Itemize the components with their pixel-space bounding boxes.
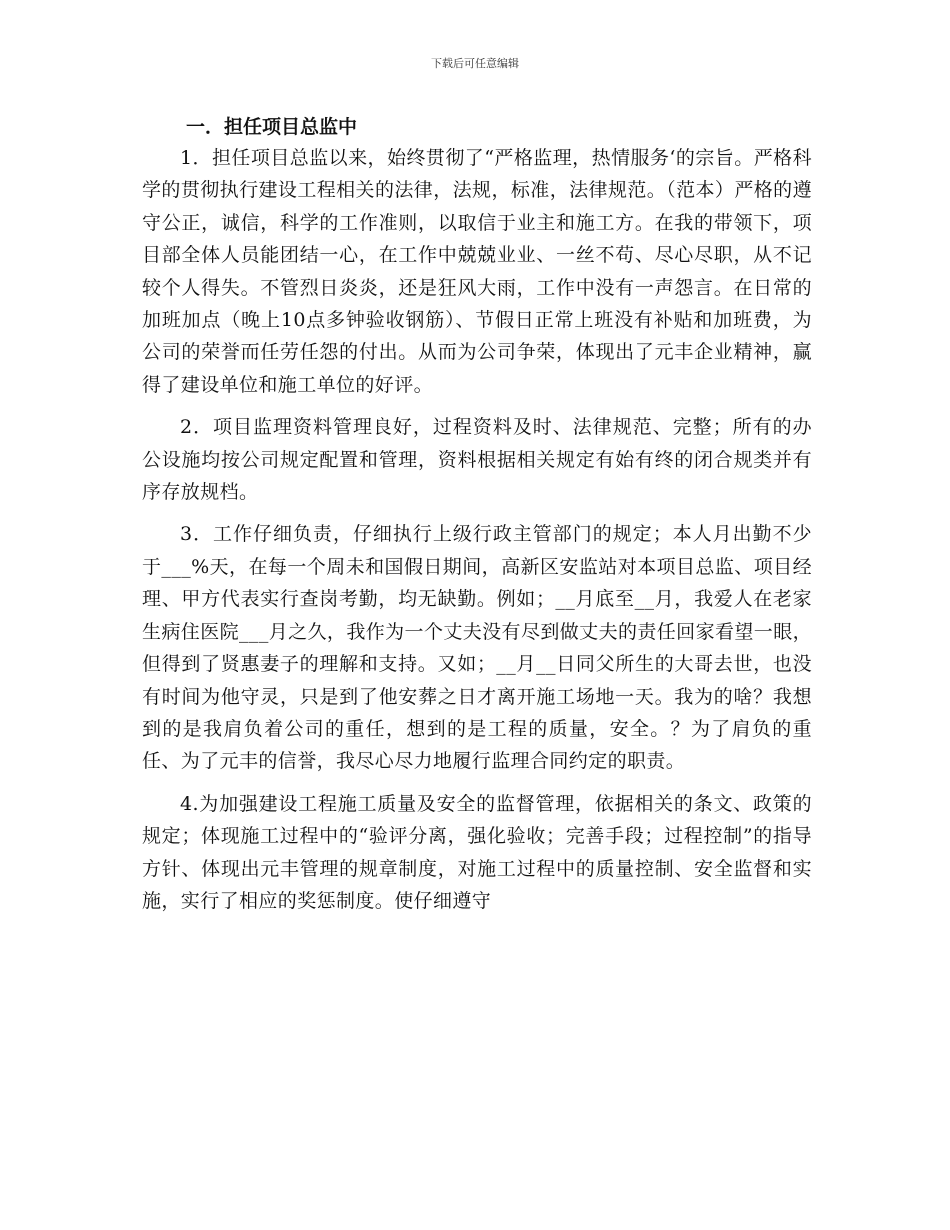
paragraph-4: 4.为加强建设工程施工质量及安全的监督管理，依据相关的条文、政策的规定；体现施工过程中的“验评分离，强化验收；完善手段；过程控制”的指导方针、体现出元丰管理的规章制度，对施工过程中的质量控制、安全监督和实施，实行了相应的奖惩制度。使仔细遵守 xyxy=(142,792,812,912)
section-heading: 一．担任项目总监中 xyxy=(186,116,358,138)
paragraph-1: 1．担任项目总监以来，始终贯彻了“严格监理，热情服务‘的宗旨。严格科学的贯彻执行建设工程相关的法律，法规，标准，法律规范。（范本）严格的遵守公正，诚信，科学的工作准则，以取信于业主和施工方。在我的带领下，项目部全体人员能团结一心，在工作中兢兢业业、一丝不苟、尽心尽职，从不记较个人得失。不管烈日炎炎，还是狂风大雨，工作中没有一声怨言。在日常的加班加点（晚上10点多钟验收钢筋）、节假日正常上班没有补贴和加班费，为公司的荣誉而任劳任怨的付出。从而为公司争荣，体现出了元丰企业精神，赢得了建设单位和施工单位的好评。 xyxy=(142,147,812,396)
page-header-note: 下载后可任意编辑 xyxy=(431,57,519,70)
paragraph-2: 2．项目监理资料管理良好，过程资料及时、法律规范、完整；所有的办公设施均按公司规定配置和管理，资料根据相关规定有始有终的闭合规类并有序存放规档。 xyxy=(142,416,812,504)
paragraph-3: 3．工作仔细负责，仔细执行上级行政主管部门的规定；本人月出勤不少于___%天，在每一个周未和国假日期间，高新区安监站对本项目总监、项目经理、甲方代表实行查岗考勤，均无缺勤。例如；__月底至__月，我爱人在老家生病住医院___月之久，我作为一个丈夫没有尽到做丈夫的责任回家看望一眼，但得到了贤惠妻子的理解和支持。又如；__月__日同父所生的大哥去世，也没有时间为他守灵，只是到了他安葬之日才离开施工场地一天。我为的啥？我想到的是我肩负着公司的重任，想到的是工程的质量，安全。？为了肩负的重任、为了元丰的信誉，我尽心尽力地履行监理合同约定的职责。 xyxy=(142,523,812,773)
document-body xyxy=(142,112,812,927)
